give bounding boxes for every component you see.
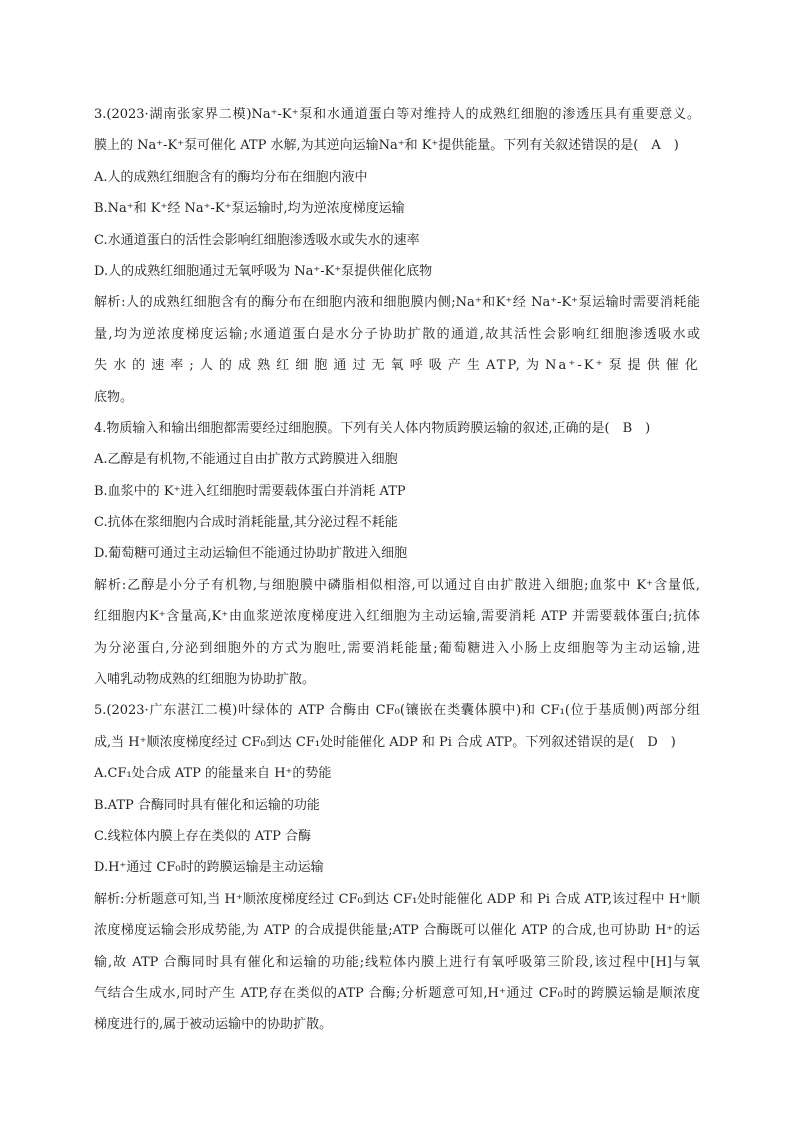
option-c: C.线粒体内膜上存在类似的 ATP 合酶	[94, 828, 311, 844]
option-a: A.人的成熟红细胞含有的酶均分布在细胞内液中	[94, 169, 368, 185]
option-c: C.水通道蛋白的活性会影响红细胞渗透吸水或失水的速率	[94, 232, 420, 248]
question-stem-line: 成,当 H⁺顺浓度梯度经过 CF₀到达 CF₁处时能催化 ADP 和 Pi 合成 ATP。下列叙述错误的是( D )	[94, 734, 676, 750]
question-5	[94, 695, 700, 1040]
question-stem-line: 4.物质输入和输出细胞都需要经过细胞膜。下列有关人体内物质跨膜运输的叙述,正确的是( B )	[94, 420, 651, 436]
question-3	[94, 99, 700, 413]
analysis-line: 为分泌蛋白,分泌到细胞外的方式为胞吐,需要消耗能量;葡萄糖进入小肠上皮细胞等为主动运输,进	[94, 640, 700, 656]
analysis-line: 红细胞内K⁺含量高,K⁺由血浆逆浓度梯度进入红细胞为主动运输,需要消耗 ATP 并需要载体蛋白;抗体	[94, 609, 700, 625]
analysis-line: 解析:分析题意可知,当 H⁺顺浓度梯度经过 CF₀到达 CF₁处时能催化 ADP 和 Pi 合成 ATP,该过程中 H⁺顺	[94, 891, 700, 907]
option-d: D.H⁺通过 CF₀时的跨膜运输是主动运输	[94, 860, 324, 876]
analysis-line: 入哺乳动物成熟的红细胞为协助扩散。	[94, 672, 316, 688]
analysis-line: 底物。	[94, 389, 134, 405]
page-content	[94, 99, 700, 1041]
question-stem-line: 膜上的 Na⁺-K⁺泵可催化 ATP 水解,为其逆向运输Na⁺和 K⁺提供能量。下列有关叙述错误的是( A )	[94, 138, 679, 154]
analysis-line: 失水的速率;人的成熟红细胞通过无氧呼吸产生ATP,为Na⁺-K⁺泵提供催化	[94, 358, 700, 374]
analysis-line: 解析:乙醇是小分子有机物,与细胞膜中磷脂相似相溶,可以通过自由扩散进入细胞;血浆中 K⁺含量低,	[94, 577, 700, 593]
option-c: C.抗体在浆细胞内合成时消耗能量,其分泌过程不耗能	[94, 515, 398, 531]
option-a: A.乙醇是有机物,不能通过自由扩散方式跨膜进入细胞	[94, 452, 398, 468]
analysis-line: 气结合生成水,同时产生 ATP,存在类似的ATP 合酶;分析题意可知,H⁺通过 CF₀时的跨膜运输是顺浓度	[94, 985, 700, 1001]
analysis-line: 解析:人的成熟红细胞含有的酶分布在细胞内液和细胞膜内侧;Na⁺和K⁺经 Na⁺-K⁺泵运输时需要消耗能	[94, 295, 700, 311]
question-stem-line: 5.(2023·广东湛江二模)叶绿体的 ATP 合酶由 CF₀(镶嵌在类囊体膜中)和 CF₁(位于基质侧)两部分组	[94, 703, 700, 719]
analysis-line: 梯度进行的,属于被动运输中的协助扩散。	[94, 1017, 333, 1033]
analysis-line: 输,故 ATP 合酶同时具有催化和运输的功能;线粒体内膜上进行有氧呼吸第三阶段,该过程中[H]与氧	[94, 954, 700, 970]
option-d: D.葡萄糖可通过主动运输但不能通过协助扩散进入细胞	[94, 546, 408, 562]
analysis-line: 浓度梯度运输会形成势能,为 ATP 的合成提供能量;ATP 合酶既可以催化 ATP 的合成,也可协助 H⁺的运	[94, 923, 700, 939]
question-4	[94, 413, 700, 696]
option-a: A.CF₁处合成 ATP 的能量来自 H⁺的势能	[94, 766, 332, 782]
question-stem-line: 3.(2023·湖南张家界二模)Na⁺-K⁺泵和水通道蛋白等对维持人的成熟红细胞的渗透压具有重要意义。	[94, 107, 700, 122]
analysis-line: 量,均为逆浓度梯度运输;水通道蛋白是水分子协助扩散的通道,故其活性会影响红细胞渗透吸水或	[94, 326, 700, 342]
option-b: B.血浆中的 K⁺进入红细胞时需要载体蛋白并消耗 ATP	[94, 483, 406, 499]
option-b: B.ATP 合酶同时具有催化和运输的功能	[94, 797, 320, 813]
option-d: D.人的成熟红细胞通过无氧呼吸为 Na⁺-K⁺泵提供催化底物	[94, 263, 433, 279]
option-b: B.Na⁺和 K⁺经 Na⁺-K⁺泵运输时,均为逆浓度梯度运输	[94, 201, 405, 217]
